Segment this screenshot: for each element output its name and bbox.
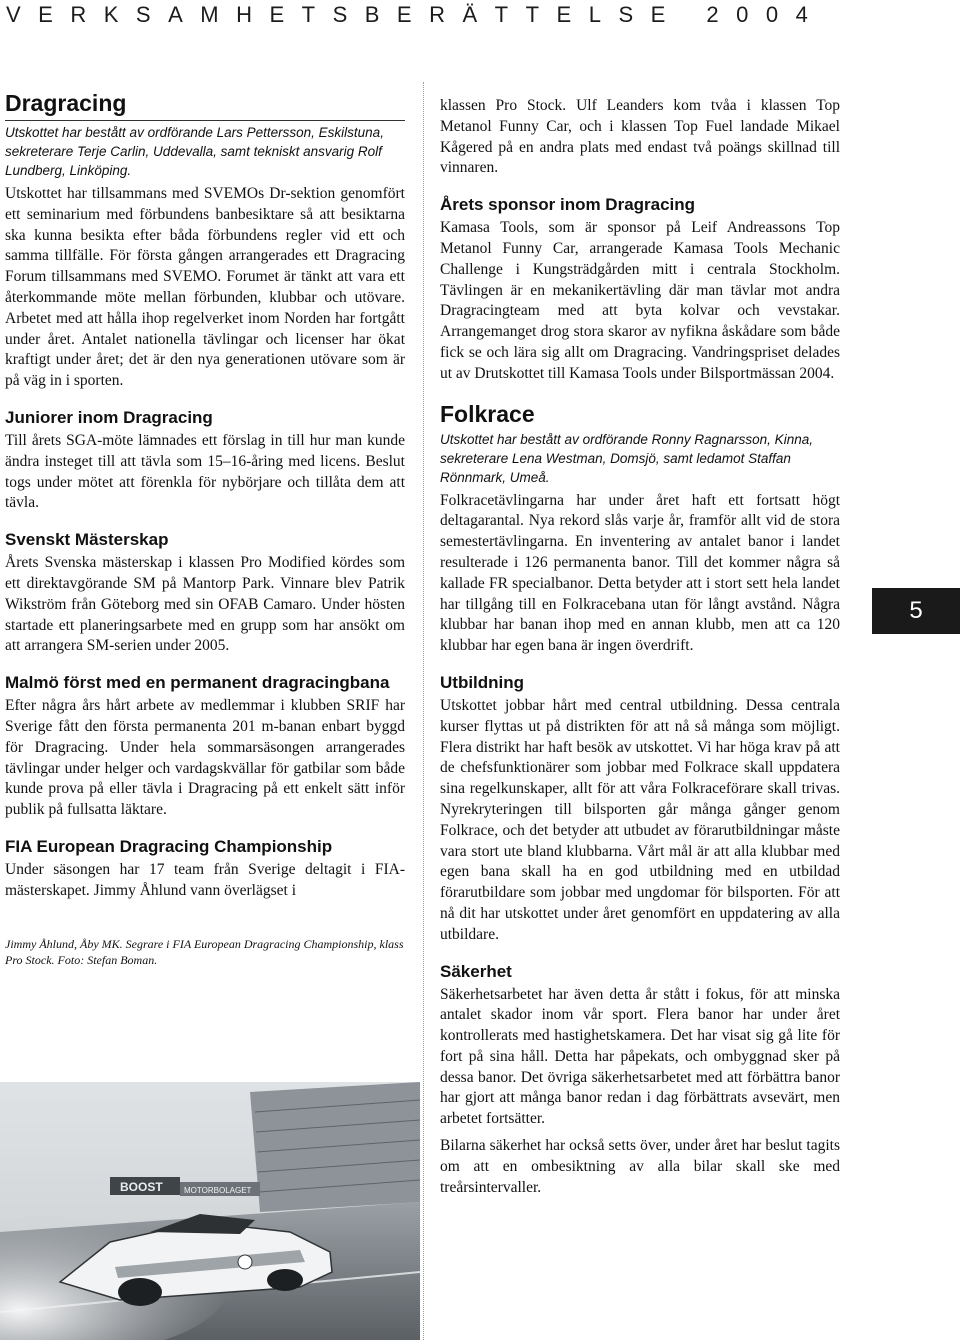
sakerhet-body-1: Säkerhetsarbetet har även detta år stått i fokus, för att minska antalet skador inom vår sport. Flera banor har under året kontrollerats med hastighetskamera. Det har visat sig gå lite för fort på sina håll. Detta har påpekats, och ombyggnad sker på dessa banor. Det övriga säkerhetsarbetet med att förbättra banor har gjort att många banor redan i dag förbättrats avsevärt, men arbetet fortsätter. [440,985,840,1128]
folkrace-body: Folkracetävlingarna har under året haft ett fortsatt högt deltagarantal. Nya rekord slås varje år, framför allt vid de stora semestertävlingarna. En inventering av antalet banor i landet resulterade i 126 permanenta banor. Till det kommer några så kallade FR specialbanor. Detta betyder att i stort sett hela landet har tillgång till en Folkracebana utan för långt avstånd. Några klubbar har banan ihop med en annan klubb, men att ca 120 klubbar har egen bana är ingen överdrift. [440,491,840,655]
banner-motorbolaget-text: MOTORBOLAGET [184,1186,252,1195]
folkrace-lead: Utskottet har bestått av ordförande Ronny Ragnarsson, Kinna, sekreterare Lena Westman, Domsjö, samt ledamot Staffan Rönnmark, Umeå. [440,431,813,485]
photo-illustration [0,1082,420,1340]
report-header: VERKSAMHETSBERÄTTELSE 2004 [6,2,826,27]
dragracing-photo [0,1082,420,1340]
right-column [440,96,840,1214]
juniorer-title: Juniorer inom Dragracing [5,407,213,427]
folkrace-title: Folkrace [440,400,535,427]
sponsor-body: Kamasa Tools, som är sponsor på Leif Andreassons Top Metanol Funny Car, arrangerade Kamasa Tools Mechanic Challenge i Kungsträdgården mitt i centrala Stockholm. Tävlingen är en mekanikertävling där man tävlar mot andra Dragracingteam med att byta kolvar och vevstakar. Arrangemanget drog stora skaror av nyfikna åskådare som både fick se och lära sig allt om Dragracing. Vandringspriset delades ut av Drutskottet till Kamasa Tools under Bilsportmässan 2004. [440,219,840,382]
car-front-wheel [267,1269,303,1291]
fia-title: FIA European Dragracing Championship [5,836,333,856]
column-divider [423,82,424,1340]
dragracing-title: Dragracing [5,90,405,121]
sponsor-title: Årets sponsor inom Dragracing [440,195,696,215]
banner-boost-text: BOOST [120,1180,163,1194]
utbildning-body: Utskottet jobbar hårt med central utbildning. Dessa centrala kurser flyttas ut på distrikten för att nå så många som möjligt. Flera distrikt har haft besök av utskottet. Vi har höga krav på att de chefsfunktionärer som jobbar med Folkrace skall uppdatera sina regelkunskaper, allt för att våra Folkraceförare skall trivas. Nyrekryteringen till bilsporten går många gånger genom Folkrace, och det betyder att utbudet av förarutbildningar måste vara stort ute bland klubbarna. Vårt mål är att alla klubbar med egen bana skall ha en god utbildning med en utbildad förarutbildare som jobbar med ungdomar för bilsporten. För att nå dit har utskottet under året genomfört en uppdatering av alla utbildare. [440,696,840,943]
utbildning-title: Utbildning [440,672,525,692]
left-column [5,90,405,968]
car-rear-wheel [118,1278,162,1306]
fia-body: Under säsongen har 17 team från Sverige deltagit i FIA-mästerskapet. Jimmy Åhlund vann överlägset i [5,860,405,899]
masterskap-body: Årets Svenska mästerskap i klassen Pro Modified kördes som ett direktavgörande SM på Mantorp Park. Vinnare blev Patrik Wikström från Göteborg med sin OFAB Camaro. Under hösten startade ett planeringsarbete med en grupp som har ansökt om att arrangera SM-serien under 2005. [5,554,405,655]
page-number-tab: 5 [872,588,960,634]
photo-caption: Jimmy Åhlund, Åby MK. Segrare i FIA European Dragracing Championship, klass Pro Stock. Foto: Stefan Boman. [5,936,404,967]
juniorer-body: Till årets SGA-möte lämnades ett förslag in till hur man kunde ändra insteget till att tävla som 15–16-åring med licens. Beslut togs under mötet att förenkla för nybörjare och tillåta dem att tävla. [5,431,405,512]
sakerhet-title: Säkerhet [440,961,512,981]
masterskap-title: Svenskt Mästerskap [5,530,169,550]
sakerhet-body-2: Bilarna säkerhet har också setts över, under året har beslut tagits om att en ombesiktning av alla bilar skall ske med treårsintervaller. [440,1137,840,1196]
malmo-title: Malmö först med en permanent dragracingbana [5,673,390,693]
malmo-body: Efter några års hårt arbete av medlemmar i klubben SRIF har Sverige fått den första permanenta 201 m-banan enbart byggd för Dragracing. Under hela sommarsäsongen arrangerades tävlingar under helger och vardagskvällar för gatbilar som både kunde prova på eller tävla i Dragracing på ett enkelt sätt inför publik på fullsatta läktare. [5,697,405,819]
fia-continued-body: klassen Pro Stock. Ulf Leanders kom tvåa i klassen Top Metanol Funny Car, och i klassen Top Fuel landade Mikael Kågered på en andra plats med endast två poängs skillnad till vinnaren. [440,97,840,177]
dragracing-lead: Utskottet har bestått av ordförande Lars Pettersson, Eskilstuna, sekreterare Terje Carlin, Uddevalla, samt tekniskt ansvarig Rolf Lundberg, Linköping. [5,125,384,178]
dragracing-body: Utskottet har tillsammans med SVEMOs Dr-sektion genomfört ett seminarium med förbundens banbesiktare så att besiktarna ska kunna besikta efter båda förbundens regler vid ett och samma tillfälle. För första gången arrangerades ett Dragracing Forum tillsammans med SVEMO. Forumet är tänkt att vara ett återkommande möte mellan förbunden, klubbar och utövare. Arbetet med att hålla ihop regelverket inom Norden har fortgått under året. Antalet nationella tävlingar och licenser har ökat kraftigt under året; det är den nya generationen utövare som är på väg in i sporten. [5,185,405,390]
